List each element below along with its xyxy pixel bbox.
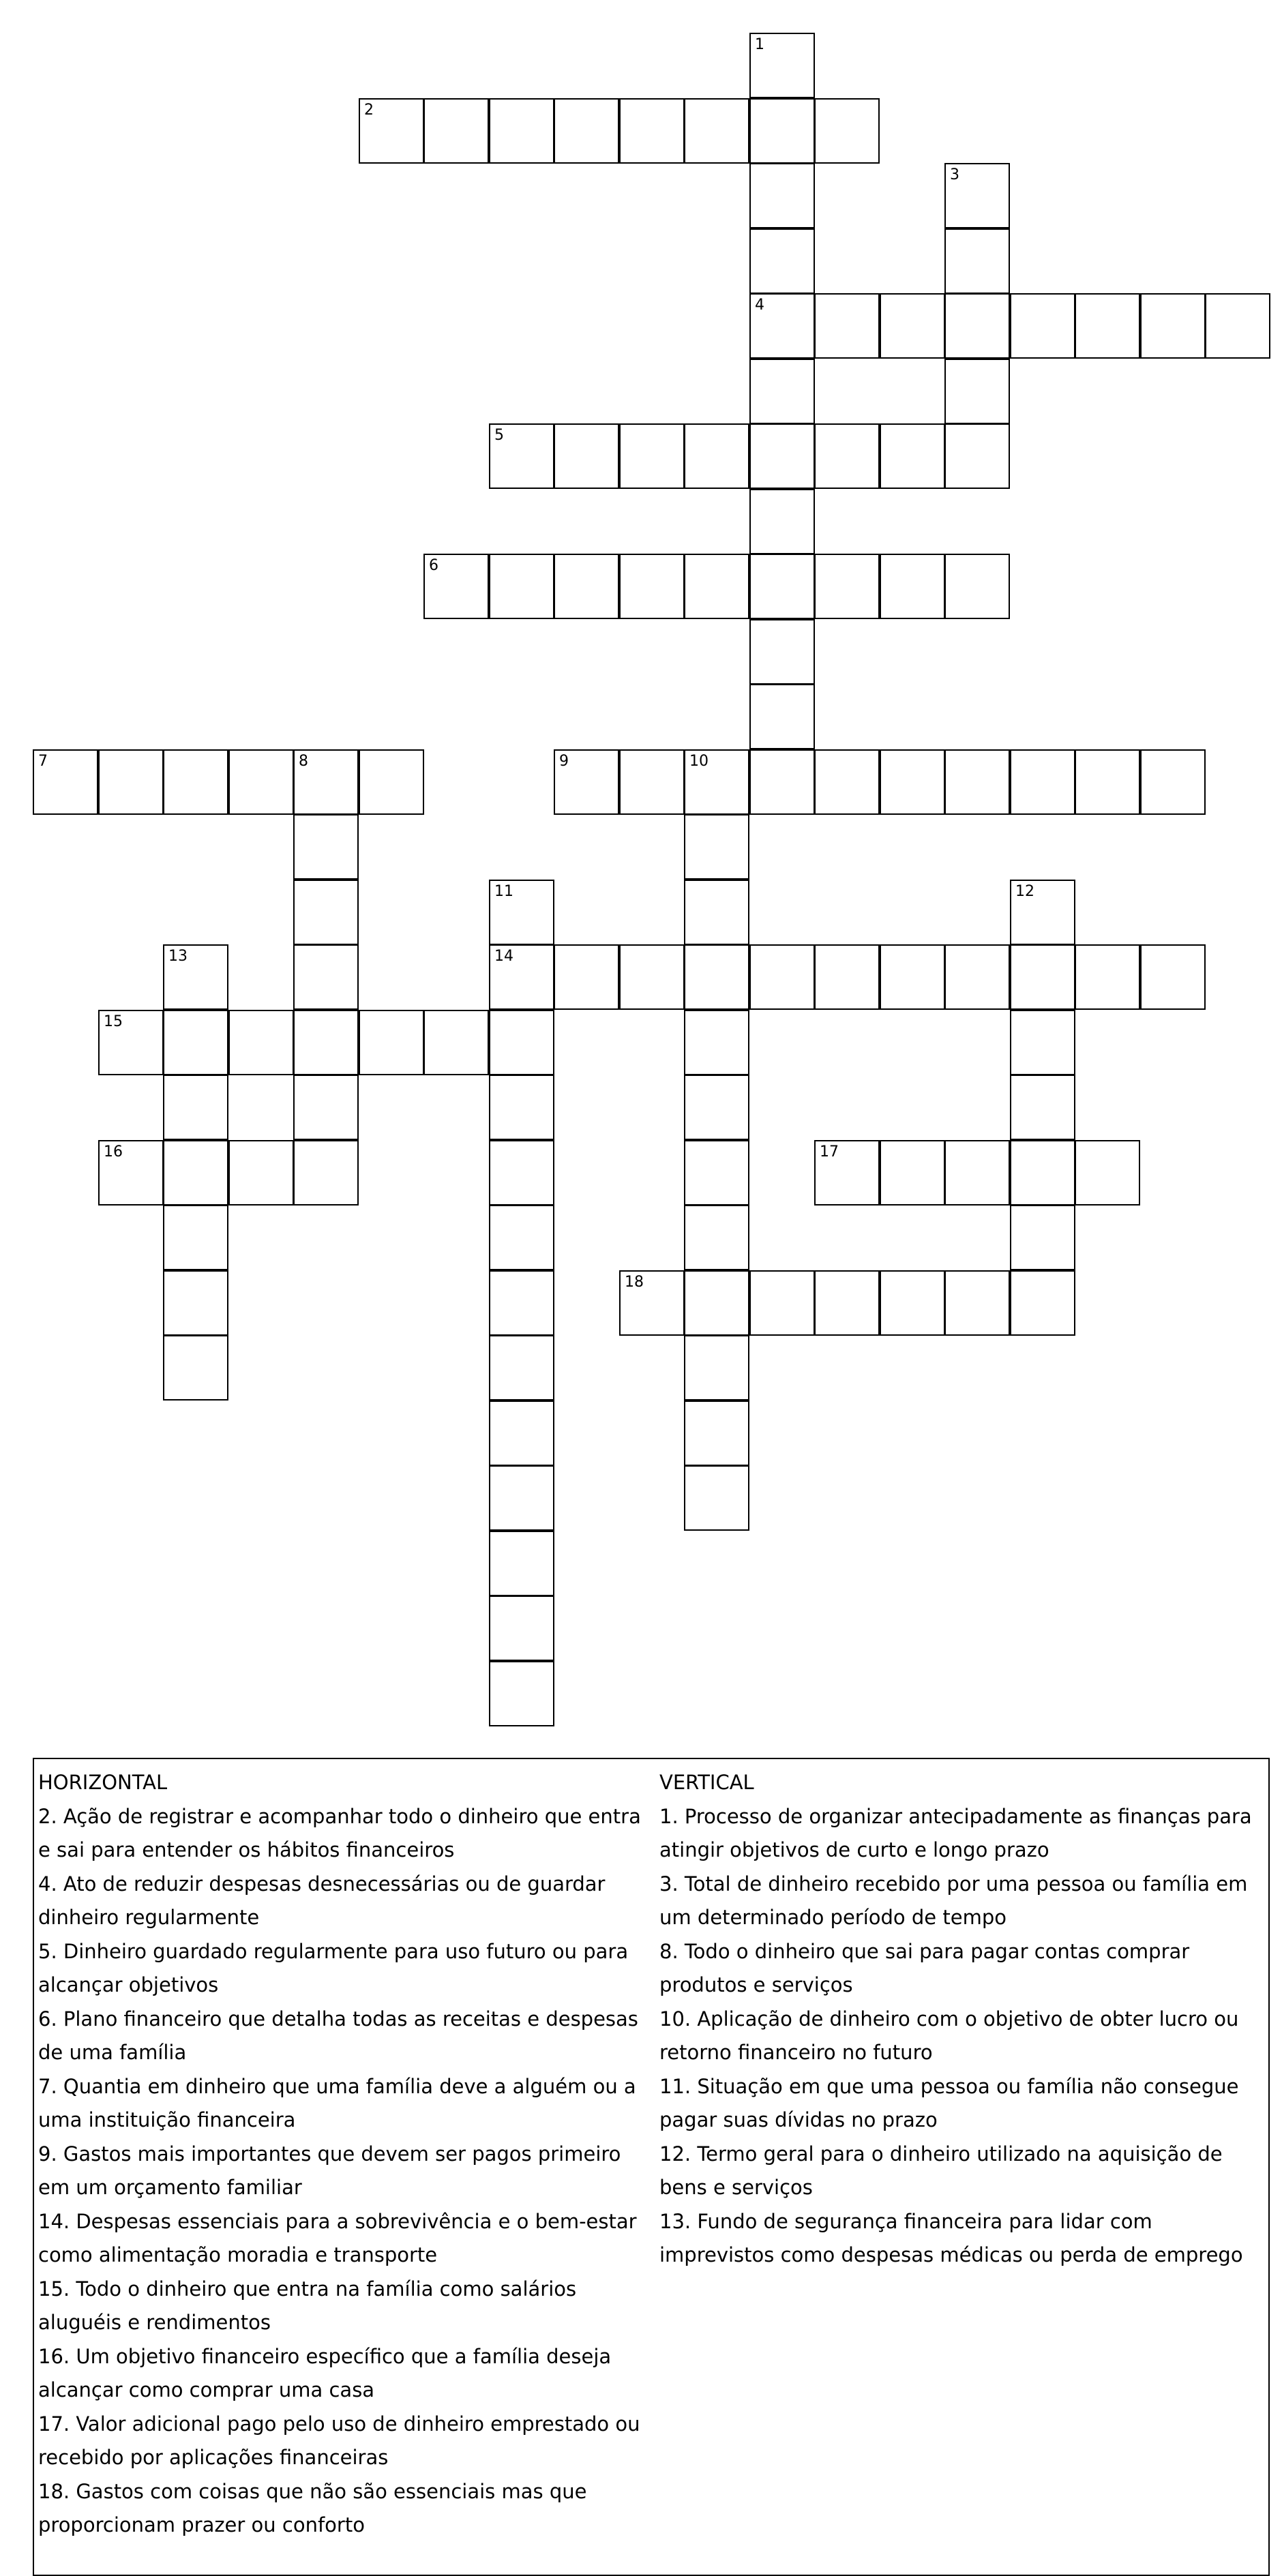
grid-cell[interactable] <box>749 554 815 619</box>
grid-cell[interactable] <box>489 1075 554 1140</box>
grid-cell[interactable] <box>814 1270 880 1336</box>
clue-horizontal-16: 16. Um objetivo financeiro específico que a família deseja alcançar como comprar uma casa <box>38 2344 612 2401</box>
grid-cell[interactable] <box>293 880 359 945</box>
grid-cell[interactable] <box>293 814 359 880</box>
grid-cell[interactable] <box>1010 1205 1075 1270</box>
clue-number: 6 <box>429 557 438 574</box>
clue-horizontal-9: 9. Gastos mais importantes que devem ser pagos primeiro em um orçamento familiar <box>38 2142 621 2199</box>
grid-cell[interactable] <box>944 423 1010 489</box>
grid-cell[interactable] <box>293 749 359 815</box>
grid-cell[interactable] <box>489 98 554 164</box>
clues-box <box>33 1758 1270 2576</box>
grid-cell[interactable] <box>1075 944 1140 1010</box>
grid-cell[interactable] <box>814 749 880 815</box>
grid-cell[interactable] <box>749 944 815 1010</box>
grid-cell[interactable] <box>944 1270 1010 1336</box>
grid-cell[interactable] <box>163 1205 228 1270</box>
grid-cell[interactable] <box>1140 293 1206 359</box>
grid-cell[interactable] <box>944 749 1010 815</box>
clue-number: 3 <box>950 166 959 183</box>
grid-cell[interactable] <box>293 1075 359 1140</box>
clue-number: 11 <box>494 883 513 900</box>
clue-number: 4 <box>755 297 764 314</box>
grid-cell[interactable] <box>423 98 489 164</box>
grid-cell[interactable] <box>944 944 1010 1010</box>
grid-cell[interactable] <box>684 1075 749 1140</box>
clue-number: 14 <box>494 948 513 965</box>
grid-cell[interactable] <box>684 880 749 945</box>
grid-cell[interactable] <box>1075 1140 1140 1205</box>
grid-cell[interactable] <box>880 1270 945 1336</box>
grid-cell[interactable] <box>684 1140 749 1205</box>
grid-cell[interactable] <box>684 98 749 164</box>
grid-cell[interactable] <box>944 228 1010 294</box>
grid-cell[interactable] <box>228 749 294 815</box>
grid-cell[interactable] <box>814 423 880 489</box>
grid-cell[interactable] <box>749 749 815 815</box>
grid-cell[interactable] <box>1205 293 1270 359</box>
grid-cell[interactable] <box>619 98 685 164</box>
grid-cell[interactable] <box>228 1010 294 1075</box>
grid-cell[interactable] <box>554 749 619 815</box>
grid-cell[interactable] <box>554 423 619 489</box>
grid-cell[interactable] <box>98 1010 164 1075</box>
grid-cell[interactable] <box>489 423 554 489</box>
grid-cell[interactable] <box>554 944 619 1010</box>
grid-cell[interactable] <box>880 423 945 489</box>
grid-cell[interactable] <box>163 1140 228 1205</box>
grid-cell[interactable] <box>163 944 228 1010</box>
clue-number: 12 <box>1015 883 1034 900</box>
grid-cell[interactable] <box>489 1140 554 1205</box>
grid-cell[interactable] <box>944 293 1010 359</box>
grid-cell[interactable] <box>814 944 880 1010</box>
grid-cell[interactable] <box>163 1270 228 1336</box>
grid-cell[interactable] <box>489 1401 554 1466</box>
grid-cell[interactable] <box>684 1401 749 1466</box>
grid-cell[interactable] <box>359 749 424 815</box>
grid-cell[interactable] <box>814 554 880 619</box>
grid-cell[interactable] <box>749 98 815 164</box>
grid-cell[interactable] <box>293 1140 359 1205</box>
clue-number: 17 <box>820 1143 839 1160</box>
grid-cell[interactable] <box>163 749 228 815</box>
grid-cell[interactable] <box>423 1010 489 1075</box>
grid-cell[interactable] <box>684 423 749 489</box>
grid-cell[interactable] <box>1075 749 1140 815</box>
grid-cell[interactable] <box>749 619 815 685</box>
clue-number: 9 <box>559 753 569 770</box>
grid-cell[interactable] <box>228 1140 294 1205</box>
grid-cell[interactable] <box>814 293 880 359</box>
grid-cell[interactable] <box>684 814 749 880</box>
grid-cell[interactable] <box>880 554 945 619</box>
grid-cell[interactable] <box>814 98 880 164</box>
grid-cell[interactable] <box>1010 1270 1075 1336</box>
clue-horizontal-18: 18. Gastos com coisas que não são essenciais mas que proporcionam prazer ou conforto <box>38 2479 587 2536</box>
grid-cell[interactable] <box>489 1010 554 1075</box>
grid-cell[interactable] <box>749 684 815 749</box>
grid-cell[interactable] <box>749 1270 815 1336</box>
grid-cell[interactable] <box>489 944 554 1010</box>
clue-number: 2 <box>364 102 374 119</box>
grid-cell[interactable] <box>33 749 98 815</box>
grid-cell[interactable] <box>749 33 815 98</box>
clue-vertical-12: 12. Termo geral para o dinheiro utilizado na aquisição de bens e serviços <box>659 2142 1223 2199</box>
grid-cell[interactable] <box>489 1596 554 1661</box>
clue-number: 10 <box>689 753 709 770</box>
grid-cell[interactable] <box>489 1205 554 1270</box>
clue-horizontal-4: 4. Ato de reduzir despesas desnecessárias ou de guardar dinheiro regularmente <box>38 1872 606 1929</box>
grid-cell[interactable] <box>880 944 945 1010</box>
grid-cell[interactable] <box>98 1140 164 1205</box>
grid-cell[interactable] <box>684 1010 749 1075</box>
grid-cell[interactable] <box>1140 944 1206 1010</box>
grid-cell[interactable] <box>489 1270 554 1336</box>
grid-cell[interactable] <box>1010 880 1075 945</box>
grid-cell[interactable] <box>489 1661 554 1726</box>
grid-cell[interactable] <box>749 359 815 424</box>
grid-cell[interactable] <box>554 98 619 164</box>
grid-cell[interactable] <box>1010 1140 1075 1205</box>
grid-cell[interactable] <box>1140 749 1206 815</box>
grid-cell[interactable] <box>684 944 749 1010</box>
vertical-heading: VERTICAL <box>659 1771 754 1794</box>
clue-number: 7 <box>38 753 48 770</box>
grid-cell[interactable] <box>423 554 489 619</box>
clue-number: 5 <box>494 427 504 444</box>
grid-cell[interactable] <box>880 749 945 815</box>
clue-horizontal-7: 7. Quantia em dinheiro que uma família deve a alguém ou a uma instituição financeira <box>38 2074 636 2131</box>
grid-cell[interactable] <box>619 423 685 489</box>
clue-horizontal-14: 14. Despesas essenciais para a sobrevivência e o bem-estar como alimentação moradia e transporte <box>38 2209 637 2266</box>
grid-cell[interactable] <box>163 1010 228 1075</box>
grid-cell[interactable] <box>1075 293 1140 359</box>
vertical-clues-column <box>659 1766 1266 2273</box>
grid-cell[interactable] <box>749 163 815 228</box>
horizontal-heading: HORIZONTAL <box>38 1771 168 1794</box>
grid-cell[interactable] <box>880 293 945 359</box>
horizontal-clues-column <box>38 1766 655 2543</box>
clue-number: 13 <box>168 948 188 965</box>
clue-number: 15 <box>104 1013 123 1030</box>
grid-cell[interactable] <box>1010 293 1075 359</box>
grid-cell[interactable] <box>1010 1075 1075 1140</box>
grid-cell[interactable] <box>293 1010 359 1075</box>
grid-cell[interactable] <box>489 1335 554 1401</box>
grid-cell[interactable] <box>619 749 685 815</box>
grid-cell[interactable] <box>359 98 424 164</box>
clue-vertical-8: 8. Todo o dinheiro que sai para pagar contas comprar produtos e serviços <box>659 1939 1190 1996</box>
clue-horizontal-15: 15. Todo o dinheiro que entra na família como salários aluguéis e rendimentos <box>38 2277 577 2334</box>
grid-cell[interactable] <box>944 359 1010 424</box>
grid-cell[interactable] <box>554 554 619 619</box>
grid-cell[interactable] <box>684 1270 749 1336</box>
grid-cell[interactable] <box>489 1465 554 1531</box>
clue-number: 18 <box>625 1274 644 1291</box>
grid-cell[interactable] <box>489 554 554 619</box>
grid-cell[interactable] <box>684 749 749 815</box>
clue-vertical-10: 10. Aplicação de dinheiro com o objetivo de obter lucro ou retorno financeiro no futuro <box>659 2007 1239 2064</box>
grid-cell[interactable] <box>684 1205 749 1270</box>
grid-cell[interactable] <box>684 1335 749 1401</box>
grid-cell[interactable] <box>814 1140 880 1205</box>
grid-cell[interactable] <box>944 1140 1010 1205</box>
grid-cell[interactable] <box>163 1075 228 1140</box>
grid-cell[interactable] <box>684 554 749 619</box>
grid-cell[interactable] <box>619 554 685 619</box>
grid-cell[interactable] <box>749 293 815 359</box>
grid-cell[interactable] <box>359 1010 424 1075</box>
clue-number: 1 <box>755 36 764 53</box>
grid-cell[interactable] <box>749 489 815 554</box>
grid-cell[interactable] <box>163 1335 228 1401</box>
grid-cell[interactable] <box>944 163 1010 228</box>
clue-horizontal-5: 5. Dinheiro guardado regularmente para uso futuro ou para alcançar objetivos <box>38 1939 629 1996</box>
clue-horizontal-2: 2. Ação de registrar e acompanhar todo o dinheiro que entra e sai para entender os hábitos financeiros <box>38 1804 641 1861</box>
clue-horizontal-6: 6. Plano financeiro que detalha todas as receitas e despesas de uma família <box>38 2007 638 2064</box>
clue-vertical-13: 13. Fundo de segurança financeira para lidar com imprevistos como despesas médicas ou perda de emprego <box>659 2209 1243 2266</box>
grid-cell[interactable] <box>489 880 554 945</box>
grid-cell[interactable] <box>293 944 359 1010</box>
clue-vertical-1: 1. Processo de organizar antecipadamente as finanças para atingir objetivos de curto e longo prazo <box>659 1804 1252 1861</box>
grid-cell[interactable] <box>98 749 164 815</box>
clue-vertical-3: 3. Total de dinheiro recebido por uma pessoa ou família em um determinado período de tempo <box>659 1872 1248 1929</box>
grid-cell[interactable] <box>619 944 685 1010</box>
grid-cell[interactable] <box>1010 749 1075 815</box>
clue-horizontal-17: 17. Valor adicional pago pelo uso de dinheiro emprestado ou recebido por aplicações financeiras <box>38 2412 640 2469</box>
grid-cell[interactable] <box>489 1531 554 1596</box>
grid-cell[interactable] <box>944 554 1010 619</box>
grid-cell[interactable] <box>880 1140 945 1205</box>
grid-cell[interactable] <box>749 228 815 294</box>
grid-cell[interactable] <box>619 1270 685 1336</box>
clue-number: 8 <box>299 753 308 770</box>
grid-cell[interactable] <box>684 1465 749 1531</box>
grid-cell[interactable] <box>1010 1010 1075 1075</box>
clue-vertical-11: 11. Situação em que uma pessoa ou família não consegue pagar suas dívidas no prazo <box>659 2074 1239 2131</box>
clue-number: 16 <box>104 1143 123 1160</box>
grid-cell[interactable] <box>749 423 815 489</box>
grid-cell[interactable] <box>1010 944 1075 1010</box>
